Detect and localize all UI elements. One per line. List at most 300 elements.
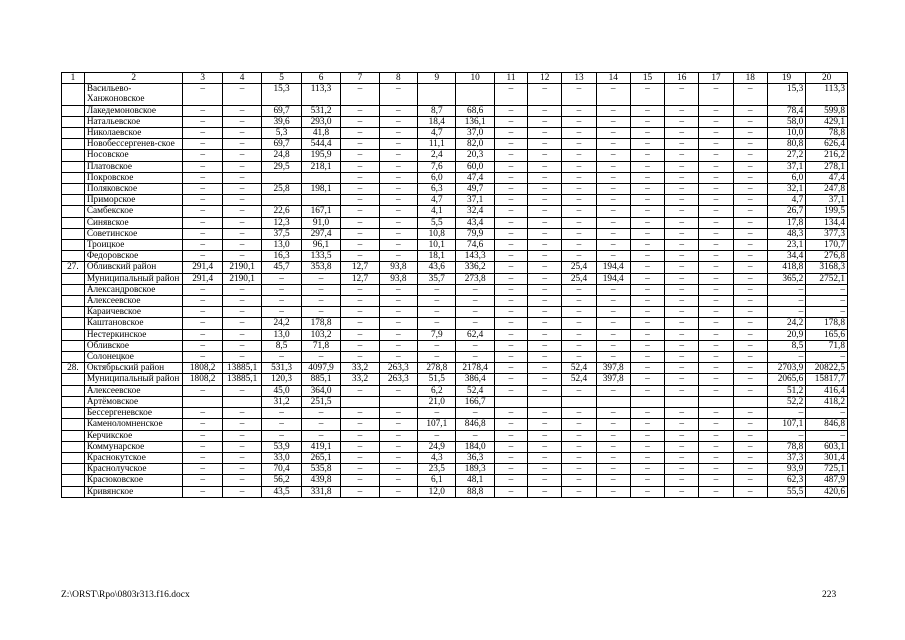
table-row bbox=[62, 475, 848, 486]
value-cell: – bbox=[562, 172, 596, 183]
column-header: 18 bbox=[733, 73, 767, 84]
value-cell: – bbox=[456, 352, 494, 363]
value-cell: – bbox=[418, 408, 456, 419]
value-cell bbox=[562, 396, 596, 407]
value-cell: – bbox=[456, 408, 494, 419]
value-cell: – bbox=[733, 430, 767, 441]
value-cell: – bbox=[562, 464, 596, 475]
settlement-name-cell: Васильево-Ханжоновское bbox=[84, 84, 183, 105]
value-cell: – bbox=[341, 307, 379, 318]
value-cell: – bbox=[379, 329, 417, 340]
value-cell: 58,0 bbox=[767, 116, 805, 127]
value-cell: 47,4 bbox=[456, 172, 494, 183]
value-cell: 33,0 bbox=[262, 452, 301, 463]
value-cell: 3168,3 bbox=[806, 262, 848, 273]
value-cell: – bbox=[528, 374, 562, 385]
value-cell: – bbox=[806, 352, 848, 363]
value-cell: 96,1 bbox=[301, 240, 340, 251]
settlement-name-cell: Солонецкое bbox=[84, 352, 183, 363]
value-cell: – bbox=[183, 251, 222, 262]
value-cell: – bbox=[630, 184, 664, 195]
table-row bbox=[62, 284, 848, 295]
value-cell: – bbox=[418, 284, 456, 295]
value-cell: – bbox=[630, 262, 664, 273]
value-cell: 1808,2 bbox=[183, 363, 222, 374]
value-cell: 16,3 bbox=[262, 251, 301, 262]
value-cell: 10,0 bbox=[767, 128, 805, 139]
column-header: 1 bbox=[62, 73, 85, 84]
value-cell: – bbox=[341, 385, 379, 396]
value-cell: 52,4 bbox=[562, 374, 596, 385]
value-cell: – bbox=[341, 172, 379, 183]
value-cell bbox=[341, 396, 379, 407]
value-cell: – bbox=[562, 475, 596, 486]
value-cell: 32,1 bbox=[767, 184, 805, 195]
value-cell: 167,1 bbox=[301, 206, 340, 217]
row-number-cell bbox=[62, 307, 85, 318]
column-header: 2 bbox=[84, 73, 183, 84]
value-cell: 178,8 bbox=[301, 318, 340, 329]
value-cell: 6,0 bbox=[767, 172, 805, 183]
value-cell: – bbox=[341, 329, 379, 340]
value-cell: – bbox=[379, 464, 417, 475]
value-cell: – bbox=[528, 430, 562, 441]
value-cell: – bbox=[222, 139, 261, 150]
value-cell: 120,3 bbox=[262, 374, 301, 385]
value-cell: – bbox=[699, 273, 733, 284]
value-cell: 8,5 bbox=[767, 340, 805, 351]
settlement-name-cell: Советинское bbox=[84, 228, 183, 239]
value-cell: – bbox=[596, 307, 630, 318]
value-cell: 13,0 bbox=[262, 329, 301, 340]
table-row bbox=[62, 374, 848, 385]
row-number-cell bbox=[62, 150, 85, 161]
value-cell: – bbox=[528, 284, 562, 295]
value-cell: – bbox=[379, 184, 417, 195]
value-cell: 48,1 bbox=[456, 475, 494, 486]
value-cell: – bbox=[222, 84, 261, 105]
value-cell: – bbox=[699, 430, 733, 441]
value-cell: – bbox=[494, 486, 527, 497]
value-cell: – bbox=[301, 307, 340, 318]
value-cell: – bbox=[630, 251, 664, 262]
value-cell: 20,3 bbox=[456, 150, 494, 161]
value-cell: – bbox=[183, 352, 222, 363]
value-cell: 60,0 bbox=[456, 161, 494, 172]
value-cell: 216,2 bbox=[806, 150, 848, 161]
value-cell: – bbox=[494, 296, 527, 307]
value-cell: – bbox=[222, 385, 261, 396]
value-cell: 17,8 bbox=[767, 217, 805, 228]
value-cell: – bbox=[699, 408, 733, 419]
value-cell: 10,8 bbox=[418, 228, 456, 239]
value-cell: 93,8 bbox=[379, 262, 417, 273]
row-number-cell bbox=[62, 385, 85, 396]
value-cell: – bbox=[733, 139, 767, 150]
value-cell: 43,5 bbox=[262, 486, 301, 497]
value-cell: – bbox=[494, 128, 527, 139]
row-number-cell bbox=[62, 408, 85, 419]
value-cell: – bbox=[262, 307, 301, 318]
value-cell: – bbox=[665, 128, 699, 139]
value-cell: 37,1 bbox=[456, 195, 494, 206]
value-cell: 439,8 bbox=[301, 475, 340, 486]
value-cell: 133,5 bbox=[301, 251, 340, 262]
value-cell: – bbox=[665, 195, 699, 206]
value-cell: – bbox=[528, 408, 562, 419]
value-cell: – bbox=[456, 318, 494, 329]
settlement-name-cell: Алексеевское bbox=[84, 296, 183, 307]
value-cell: – bbox=[379, 116, 417, 127]
value-cell: – bbox=[630, 318, 664, 329]
value-cell: 25,8 bbox=[262, 184, 301, 195]
settlement-name-cell: Носовское bbox=[84, 150, 183, 161]
value-cell: 386,4 bbox=[456, 374, 494, 385]
value-cell: – bbox=[630, 128, 664, 139]
value-cell: 364,0 bbox=[301, 385, 340, 396]
value-cell: – bbox=[528, 150, 562, 161]
value-cell: – bbox=[562, 430, 596, 441]
value-cell: 429,1 bbox=[806, 116, 848, 127]
value-cell: 43,4 bbox=[456, 217, 494, 228]
settlement-name-cell: Нестеркинское bbox=[84, 329, 183, 340]
settlement-name-cell: Краснолучское bbox=[84, 464, 183, 475]
value-cell: – bbox=[562, 441, 596, 452]
value-cell: 33,2 bbox=[341, 363, 379, 374]
value-cell: – bbox=[262, 296, 301, 307]
value-cell: 4,7 bbox=[418, 128, 456, 139]
value-cell: – bbox=[528, 486, 562, 497]
settlement-name-cell: Синявское bbox=[84, 217, 183, 228]
value-cell: 71,8 bbox=[301, 340, 340, 351]
value-cell: – bbox=[699, 139, 733, 150]
value-cell: – bbox=[418, 340, 456, 351]
value-cell: – bbox=[494, 228, 527, 239]
settlement-name-cell: Красюковское bbox=[84, 475, 183, 486]
value-cell: – bbox=[665, 284, 699, 295]
value-cell: – bbox=[301, 419, 340, 430]
value-cell: – bbox=[733, 251, 767, 262]
value-cell: – bbox=[341, 206, 379, 217]
value-cell: – bbox=[733, 262, 767, 273]
column-header: 6 bbox=[301, 73, 340, 84]
value-cell: – bbox=[733, 206, 767, 217]
row-number-cell bbox=[62, 430, 85, 441]
column-header: 20 bbox=[806, 73, 848, 84]
value-cell: – bbox=[222, 184, 261, 195]
value-cell: – bbox=[262, 352, 301, 363]
value-cell: – bbox=[806, 408, 848, 419]
value-cell: 70,4 bbox=[262, 464, 301, 475]
value-cell: – bbox=[596, 217, 630, 228]
value-cell: 37,1 bbox=[767, 161, 805, 172]
value-cell: 8,7 bbox=[418, 105, 456, 116]
value-cell: – bbox=[418, 430, 456, 441]
value-cell: 4,1 bbox=[418, 206, 456, 217]
value-cell: 52,2 bbox=[767, 396, 805, 407]
value-cell: – bbox=[562, 452, 596, 463]
value-cell: – bbox=[630, 441, 664, 452]
value-cell: – bbox=[733, 296, 767, 307]
value-cell: – bbox=[562, 352, 596, 363]
value-cell: 291,4 bbox=[183, 262, 222, 273]
value-cell: 297,4 bbox=[301, 228, 340, 239]
value-cell: – bbox=[379, 441, 417, 452]
value-cell: 251,5 bbox=[301, 396, 340, 407]
value-cell: – bbox=[630, 452, 664, 463]
value-cell: – bbox=[699, 128, 733, 139]
value-cell: – bbox=[562, 307, 596, 318]
value-cell: 41,8 bbox=[301, 128, 340, 139]
value-cell: – bbox=[699, 150, 733, 161]
value-cell: – bbox=[733, 105, 767, 116]
value-cell: 418,8 bbox=[767, 262, 805, 273]
settlement-name-cell: Новобессергенев-ское bbox=[84, 139, 183, 150]
value-cell: – bbox=[699, 251, 733, 262]
table-row bbox=[62, 352, 848, 363]
value-cell: – bbox=[699, 352, 733, 363]
value-cell: – bbox=[379, 172, 417, 183]
value-cell: – bbox=[562, 284, 596, 295]
value-cell: 2,4 bbox=[418, 150, 456, 161]
value-cell: 13885,1 bbox=[222, 374, 261, 385]
row-number-cell bbox=[62, 318, 85, 329]
value-cell: 603,1 bbox=[806, 441, 848, 452]
value-cell: – bbox=[183, 296, 222, 307]
value-cell: – bbox=[665, 228, 699, 239]
table-row bbox=[62, 430, 848, 441]
value-cell: – bbox=[699, 464, 733, 475]
value-cell: 20822,5 bbox=[806, 363, 848, 374]
value-cell bbox=[262, 172, 301, 183]
value-cell: 37,0 bbox=[456, 128, 494, 139]
value-cell: – bbox=[341, 408, 379, 419]
value-cell: – bbox=[222, 430, 261, 441]
value-cell: – bbox=[222, 296, 261, 307]
value-cell: 78,8 bbox=[806, 128, 848, 139]
value-cell: – bbox=[767, 430, 805, 441]
value-cell: 80,8 bbox=[767, 139, 805, 150]
value-cell: – bbox=[341, 352, 379, 363]
settlement-name-cell: Федоровское bbox=[84, 251, 183, 262]
value-cell: – bbox=[183, 307, 222, 318]
value-cell: – bbox=[665, 430, 699, 441]
value-cell: – bbox=[494, 441, 527, 452]
value-cell: – bbox=[494, 419, 527, 430]
value-cell: – bbox=[562, 318, 596, 329]
table-row bbox=[62, 363, 848, 374]
row-number-cell bbox=[62, 396, 85, 407]
row-number-cell bbox=[62, 251, 85, 262]
value-cell: – bbox=[630, 217, 664, 228]
value-cell: – bbox=[699, 307, 733, 318]
value-cell: – bbox=[183, 486, 222, 497]
value-cell: – bbox=[630, 419, 664, 430]
value-cell: – bbox=[183, 206, 222, 217]
value-cell: – bbox=[456, 340, 494, 351]
value-cell: – bbox=[699, 419, 733, 430]
row-number-cell: 27. bbox=[62, 262, 85, 273]
value-cell: 531,2 bbox=[301, 105, 340, 116]
value-cell: – bbox=[630, 475, 664, 486]
value-cell: – bbox=[733, 340, 767, 351]
value-cell: 51,5 bbox=[418, 374, 456, 385]
settlement-name-cell: Коммунарское bbox=[84, 441, 183, 452]
row-number-cell bbox=[62, 228, 85, 239]
value-cell: – bbox=[494, 105, 527, 116]
value-cell: – bbox=[562, 340, 596, 351]
value-cell: – bbox=[596, 352, 630, 363]
value-cell: 24,8 bbox=[262, 150, 301, 161]
value-cell: – bbox=[222, 240, 261, 251]
value-cell: – bbox=[341, 84, 379, 105]
value-cell bbox=[630, 396, 664, 407]
value-cell: – bbox=[733, 441, 767, 452]
value-cell: 7,6 bbox=[418, 161, 456, 172]
value-cell: – bbox=[630, 139, 664, 150]
value-cell: 293,0 bbox=[301, 116, 340, 127]
value-cell: 184,0 bbox=[456, 441, 494, 452]
value-cell bbox=[301, 172, 340, 183]
value-cell bbox=[379, 396, 417, 407]
value-cell: – bbox=[341, 284, 379, 295]
value-cell: – bbox=[528, 318, 562, 329]
value-cell: – bbox=[630, 363, 664, 374]
value-cell: – bbox=[596, 408, 630, 419]
value-cell: – bbox=[262, 419, 301, 430]
value-cell: – bbox=[183, 228, 222, 239]
value-cell: – bbox=[733, 419, 767, 430]
value-cell: – bbox=[494, 84, 527, 105]
table-row bbox=[62, 408, 848, 419]
value-cell: – bbox=[665, 150, 699, 161]
column-header: 16 bbox=[665, 73, 699, 84]
value-cell: 336,2 bbox=[456, 262, 494, 273]
value-cell: – bbox=[528, 251, 562, 262]
value-cell: – bbox=[733, 329, 767, 340]
value-cell: – bbox=[183, 385, 222, 396]
value-cell: – bbox=[222, 251, 261, 262]
settlement-name-cell: Муниципальный район bbox=[84, 273, 183, 284]
value-cell: – bbox=[562, 195, 596, 206]
value-cell: – bbox=[699, 172, 733, 183]
value-cell: – bbox=[596, 105, 630, 116]
value-cell: 47,4 bbox=[806, 172, 848, 183]
value-cell: – bbox=[222, 419, 261, 430]
value-cell: 353,8 bbox=[301, 262, 340, 273]
value-cell: – bbox=[665, 419, 699, 430]
value-cell: 5,3 bbox=[262, 128, 301, 139]
value-cell: – bbox=[494, 206, 527, 217]
value-cell: 88,8 bbox=[456, 486, 494, 497]
value-cell: – bbox=[528, 116, 562, 127]
value-cell: – bbox=[494, 385, 527, 396]
value-cell: – bbox=[494, 284, 527, 295]
value-cell: – bbox=[341, 184, 379, 195]
value-cell: 24,2 bbox=[262, 318, 301, 329]
value-cell: 2190,1 bbox=[222, 262, 261, 273]
table-row bbox=[62, 273, 848, 284]
value-cell: 91,0 bbox=[301, 217, 340, 228]
value-cell: – bbox=[528, 195, 562, 206]
value-cell: 82,0 bbox=[456, 139, 494, 150]
value-cell: – bbox=[341, 195, 379, 206]
value-cell: 34,4 bbox=[767, 251, 805, 262]
column-header: 15 bbox=[630, 73, 664, 84]
value-cell: – bbox=[562, 84, 596, 105]
value-cell: – bbox=[596, 128, 630, 139]
value-cell: – bbox=[341, 240, 379, 251]
value-cell: – bbox=[630, 464, 664, 475]
value-cell: – bbox=[630, 206, 664, 217]
value-cell: – bbox=[528, 464, 562, 475]
value-cell: – bbox=[418, 318, 456, 329]
value-cell: – bbox=[562, 217, 596, 228]
value-cell: – bbox=[528, 385, 562, 396]
value-cell: – bbox=[665, 116, 699, 127]
value-cell: – bbox=[562, 419, 596, 430]
value-cell bbox=[456, 84, 494, 105]
value-cell: 199,5 bbox=[806, 206, 848, 217]
value-cell: – bbox=[630, 486, 664, 497]
table-row bbox=[62, 419, 848, 430]
value-cell: – bbox=[341, 128, 379, 139]
value-cell: 487,9 bbox=[806, 475, 848, 486]
value-cell: – bbox=[767, 352, 805, 363]
value-cell: – bbox=[379, 128, 417, 139]
value-cell: – bbox=[699, 116, 733, 127]
value-cell: 189,3 bbox=[456, 464, 494, 475]
value-cell: – bbox=[630, 374, 664, 385]
settlement-name-cell: Муниципальный район bbox=[84, 374, 183, 385]
table-row bbox=[62, 217, 848, 228]
value-cell: – bbox=[528, 419, 562, 430]
value-cell: – bbox=[630, 228, 664, 239]
value-cell: – bbox=[183, 430, 222, 441]
column-header: 13 bbox=[562, 73, 596, 84]
value-cell: – bbox=[699, 84, 733, 105]
value-cell: 2065,6 bbox=[767, 374, 805, 385]
value-cell: – bbox=[341, 318, 379, 329]
value-cell: – bbox=[733, 307, 767, 318]
value-cell: – bbox=[699, 240, 733, 251]
value-cell: 278,8 bbox=[418, 363, 456, 374]
value-cell: – bbox=[528, 441, 562, 452]
value-cell: 276,8 bbox=[806, 251, 848, 262]
value-cell: – bbox=[379, 195, 417, 206]
value-cell: – bbox=[562, 251, 596, 262]
value-cell: 265,1 bbox=[301, 452, 340, 463]
row-number-cell bbox=[62, 296, 85, 307]
value-cell: – bbox=[528, 296, 562, 307]
value-cell: – bbox=[596, 284, 630, 295]
value-cell: – bbox=[562, 240, 596, 251]
value-cell: – bbox=[630, 340, 664, 351]
value-cell: – bbox=[528, 475, 562, 486]
value-cell: 397,8 bbox=[596, 363, 630, 374]
value-cell: 74,6 bbox=[456, 240, 494, 251]
value-cell: – bbox=[379, 318, 417, 329]
value-cell: – bbox=[341, 150, 379, 161]
value-cell: – bbox=[699, 340, 733, 351]
value-cell: – bbox=[183, 150, 222, 161]
value-cell: – bbox=[806, 284, 848, 295]
settlement-name-cell: Каменоломненское bbox=[84, 419, 183, 430]
value-cell: – bbox=[596, 464, 630, 475]
value-cell: – bbox=[528, 228, 562, 239]
value-cell: 846,8 bbox=[806, 419, 848, 430]
settlement-name-cell: Каштановское bbox=[84, 318, 183, 329]
